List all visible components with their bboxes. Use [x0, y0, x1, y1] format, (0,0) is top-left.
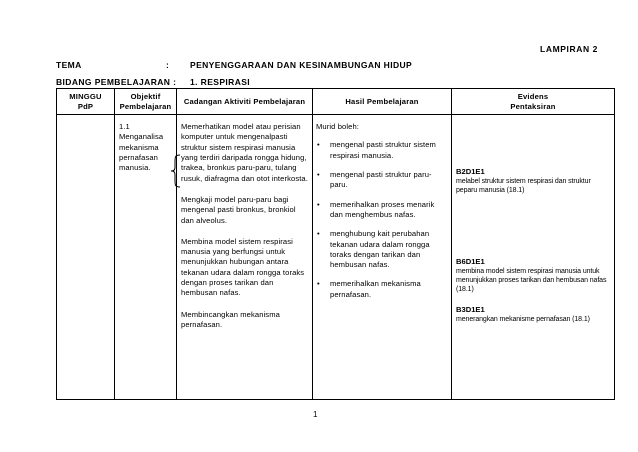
- header-objektif: Objektif Pembelajaran: [115, 89, 177, 115]
- evidens-entry: B6D1E1 membina model sistem respirasi manusia untuk menunjukkan proses tarikan dan hembusan nafas (18.1): [456, 257, 607, 294]
- header-minggu: MINGGU PdP: [57, 89, 115, 115]
- hasil-cell: [313, 115, 452, 400]
- list-item: • mengenal pasti struktur sistem respirasi manusia.: [317, 140, 436, 160]
- list-item: • memerihalkan proses menarik dan menghembus nafas.: [317, 199, 435, 219]
- page-number: 1: [313, 410, 318, 419]
- field-value: 1. RESPIRASI: [190, 77, 251, 87]
- list-item: • mengenal pasti struktur paru-paru.: [317, 169, 432, 190]
- aktiviti-paragraph: Memerhatikan model atau perisian komputer untuk mengenalpasti struktur sistem respirasi manusia yang terdiri daripada rongga hidung, trakea, bronkus paru-paru, tulang rusuk, diafragma dan otot interkosta.: [181, 122, 308, 183]
- evidens-entry: B2D1E1 melabel struktur sistem respirasi dan struktur peparu manusia (18.1): [456, 167, 591, 194]
- table-header-row: [57, 89, 615, 115]
- list-item: • memerihalkan mekanisma pernafasan.: [317, 279, 421, 299]
- header-aktiviti: Cadangan Aktiviti Pembelajaran: [177, 89, 313, 115]
- hasil-list: [316, 140, 449, 300]
- minggu-cell: [57, 115, 115, 400]
- appendix-label: LAMPIRAN 2: [540, 44, 598, 54]
- header-evidens: Evidens Pentaksiran: [452, 89, 615, 115]
- theme-colon: :: [166, 60, 170, 70]
- theme-label: TEMA: [56, 60, 82, 70]
- evidens-cell: [452, 115, 615, 400]
- hasil-intro: Murid boleh:: [316, 122, 359, 131]
- aktiviti-paragraph: Membincangkan mekanisma pernafasan.: [181, 309, 280, 329]
- theme-value: PENYENGGARAAN DAN KESINAMBUNGAN HIDUP: [190, 60, 413, 70]
- list-item: • menghubung kait perubahan tekanan udara dalam rongga toraks dengan tarikan dan hembusan nafas.: [317, 229, 430, 270]
- curly-brace-icon: [170, 154, 182, 188]
- aktiviti-paragraph: Mengkaji model paru-paru bagi mengenal pasti bronkus, bronkiol dan alveolus.: [181, 194, 296, 225]
- objektif-cell: 1.1 Menganalisa mekanisma pernafasan manusia.: [115, 115, 177, 400]
- table-row: [57, 115, 615, 400]
- evidens-entry: B3D1E1 menerangkan mekanisme pernafasan (18.1): [456, 305, 590, 323]
- aktiviti-paragraph: Membina model sistem respirasi manusia yang berfungsi untuk menunjukkan hubungan antara tekanan udara dalam rongga toraks dengan proses tarikan dan hembusan nafas.: [181, 236, 305, 298]
- lesson-plan-table: [56, 88, 615, 400]
- aktiviti-cell: [177, 115, 313, 400]
- header-hasil: Hasil Pembelajaran: [313, 89, 452, 115]
- field-label: BIDANG PEMBELAJARAN :: [56, 77, 177, 87]
